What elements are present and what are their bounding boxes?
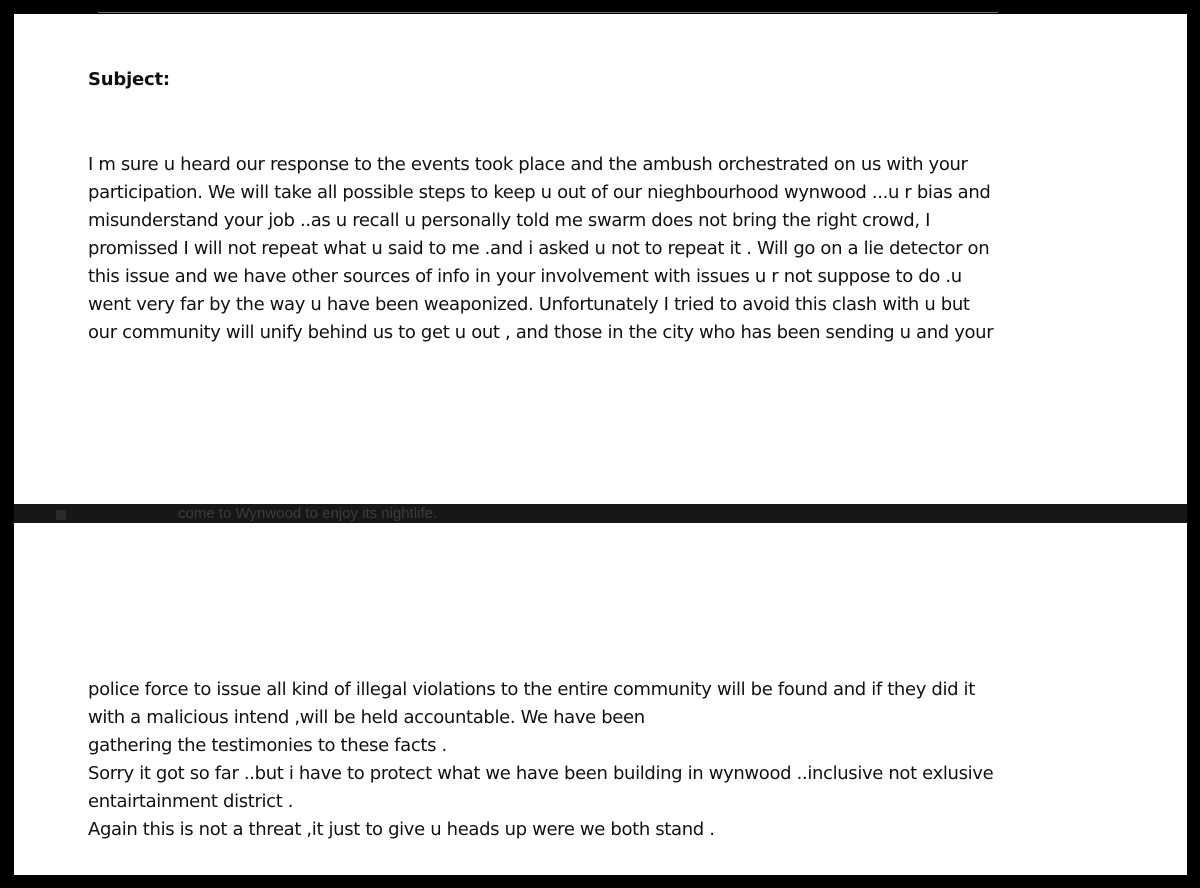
top-edge-line	[98, 12, 998, 13]
body-line: entairtainment district .	[88, 791, 294, 812]
body-line: this issue and we have other sources of info in your involvement with issues u r not suppose to do .u	[88, 266, 962, 287]
body-line: went very far by the way u have been weaponized. Unfortunately I tried to avoid this clash with u but	[88, 294, 970, 315]
body-line: with a malicious intend ,will be held accountable. We have been	[88, 707, 645, 728]
body-line: Again this is not a threat ,it just to give u heads up were we both stand .	[88, 819, 715, 840]
email-page-bottom	[14, 523, 1187, 875]
body-line: promissed I will not repeat what u said to me .and i asked u not to repeat it . Will go on a lie detector on	[88, 238, 990, 259]
body-line: Sorry it got so far ..but i have to protect what we have been building in wynwood ..inclusive not exlusive	[88, 763, 994, 784]
body-line: participation. We will take all possible steps to keep u out of our nieghbourhood wynwood ...u r bias and	[88, 182, 991, 203]
body-line: misunderstand your job ..as u recall u personally told me swarm does not bring the right crowd, I	[88, 210, 931, 231]
body-line: police force to issue all kind of illegal violations to the entire community will be found and if they did it	[88, 679, 975, 700]
body-line: gathering the testimonies to these facts .	[88, 735, 447, 756]
body-line: I m sure u heard our response to the events took place and the ambush orchestrated on us with your	[88, 154, 968, 175]
strip-mark	[56, 510, 66, 520]
strip-faded-text: come to Wynwood to enjoy its nightlife.	[178, 505, 438, 522]
page-break-strip	[14, 504, 1187, 523]
body-line: our community will unify behind us to get u out , and those in the city who has been sending u and your	[88, 322, 994, 343]
subject-label: Subject:	[88, 69, 170, 90]
email-page-top	[14, 14, 1187, 504]
